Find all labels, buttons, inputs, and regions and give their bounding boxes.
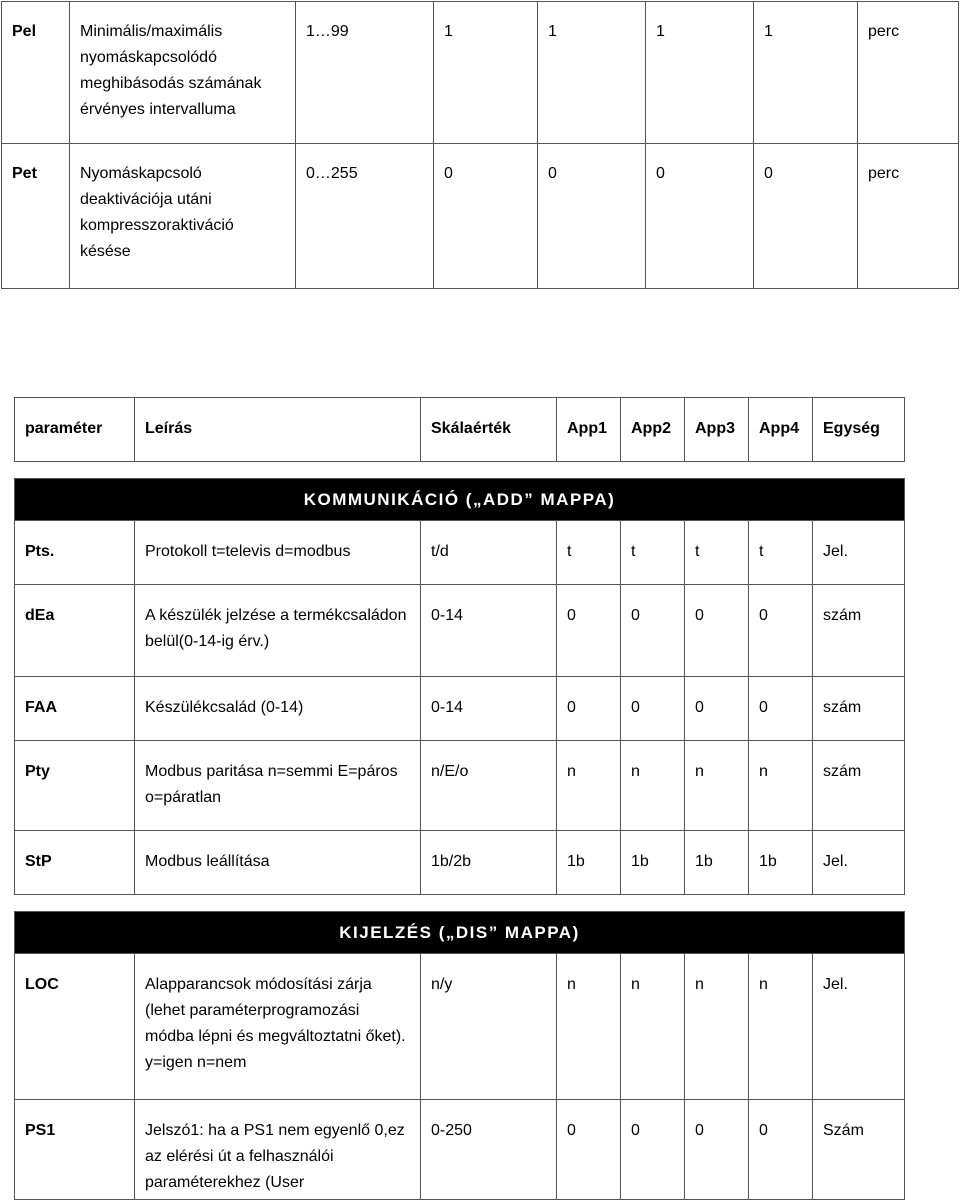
- section-title-dis: KIJELZÉS („DIS” MAPPA): [15, 912, 905, 954]
- param-app2: 1: [538, 2, 646, 144]
- param-range: 0-14: [421, 585, 557, 677]
- header-app1: App1: [557, 398, 621, 462]
- section-header-add: [15, 479, 905, 521]
- param-code: LOC: [15, 954, 135, 1100]
- param-range: 0…255: [296, 144, 434, 289]
- param-unit: perc: [858, 2, 959, 144]
- param-app1: 0: [434, 144, 538, 289]
- param-code: PS1: [15, 1100, 135, 1200]
- param-description: Alapparancsok módosítási zárja (lehet paraméterprogramozási módba lépni és megváltoztatni őket). y=igen n=nem: [135, 954, 421, 1100]
- section-header-dis: [15, 912, 905, 954]
- table-header-row: [15, 398, 905, 462]
- param-unit: szám: [813, 741, 905, 831]
- param-app4: 1: [754, 2, 858, 144]
- param-code: Pel: [2, 2, 70, 144]
- param-app4: t: [749, 521, 813, 585]
- param-app3: n: [685, 954, 749, 1100]
- param-description: Nyomáskapcsoló deaktivációja utáni kompresszoraktiváció késése: [70, 144, 296, 289]
- param-description: A készülék jelzése a termékcsaládon belül(0-14-ig érv.): [135, 585, 421, 677]
- param-app1: n: [557, 741, 621, 831]
- param-app4: 0: [749, 1100, 813, 1200]
- spacer-row: [15, 895, 905, 912]
- param-range: 1…99: [296, 2, 434, 144]
- param-app1: 0: [557, 1100, 621, 1200]
- param-unit: Jel.: [813, 521, 905, 585]
- table-row: [15, 677, 905, 741]
- header-unit: Egység: [813, 398, 905, 462]
- header-desc: Leírás: [135, 398, 421, 462]
- param-app2: t: [621, 521, 685, 585]
- param-app1: 1: [434, 2, 538, 144]
- param-app4: 0: [749, 677, 813, 741]
- param-app1: t: [557, 521, 621, 585]
- param-unit: Jel.: [813, 954, 905, 1100]
- param-code: dEa: [15, 585, 135, 677]
- section-title-add: KOMMUNIKÁCIÓ („ADD” MAPPA): [15, 479, 905, 521]
- param-app4: 0: [749, 585, 813, 677]
- parameter-table-bottom: [14, 397, 905, 1200]
- param-app2: 0: [621, 1100, 685, 1200]
- param-unit: Szám: [813, 1100, 905, 1200]
- param-code: Pet: [2, 144, 70, 289]
- param-app3: 0: [646, 144, 754, 289]
- header-param: paraméter: [15, 398, 135, 462]
- param-unit: perc: [858, 144, 959, 289]
- table-row: [15, 585, 905, 677]
- header-app3: App3: [685, 398, 749, 462]
- param-description: Protokoll t=televis d=modbus: [135, 521, 421, 585]
- table-row: [15, 831, 905, 895]
- param-app4: 1b: [749, 831, 813, 895]
- param-app1: 1b: [557, 831, 621, 895]
- param-app3: 0: [685, 585, 749, 677]
- param-description: Modbus leállítása: [135, 831, 421, 895]
- param-app2: 1b: [621, 831, 685, 895]
- table-row: [2, 144, 959, 289]
- table-row: [15, 741, 905, 831]
- param-app2: 0: [621, 585, 685, 677]
- param-app3: n: [685, 741, 749, 831]
- param-range: n/y: [421, 954, 557, 1100]
- param-app1: n: [557, 954, 621, 1100]
- param-code: Pts.: [15, 521, 135, 585]
- table-row: [2, 2, 959, 144]
- param-app4: n: [749, 741, 813, 831]
- param-unit: szám: [813, 677, 905, 741]
- param-description: Minimális/maximális nyomáskapcsolódó meghibásodás számának érvényes intervalluma: [70, 2, 296, 144]
- param-range: n/E/o: [421, 741, 557, 831]
- header-app2: App2: [621, 398, 685, 462]
- param-app3: t: [685, 521, 749, 585]
- parameter-table-top: [1, 1, 959, 289]
- param-description: Jelszó1: ha a PS1 nem egyenlő 0,ez az elérési út a felhasználói paraméterekhez (User: [135, 1100, 421, 1200]
- spacer-row: [15, 462, 905, 479]
- param-description: Készülékcsalád (0-14): [135, 677, 421, 741]
- param-app2: n: [621, 954, 685, 1100]
- header-app4: App4: [749, 398, 813, 462]
- param-app4: 0: [754, 144, 858, 289]
- param-app2: 0: [538, 144, 646, 289]
- param-app2: n: [621, 741, 685, 831]
- param-range: 0-250: [421, 1100, 557, 1200]
- param-app3: 0: [685, 1100, 749, 1200]
- param-code: FAA: [15, 677, 135, 741]
- param-range: 1b/2b: [421, 831, 557, 895]
- table-row: [15, 954, 905, 1100]
- param-unit: Jel.: [813, 831, 905, 895]
- table-row: [15, 521, 905, 585]
- param-code: Pty: [15, 741, 135, 831]
- param-app1: 0: [557, 585, 621, 677]
- param-app1: 0: [557, 677, 621, 741]
- param-range: t/d: [421, 521, 557, 585]
- param-unit: szám: [813, 585, 905, 677]
- param-app3: 1: [646, 2, 754, 144]
- param-description: Modbus paritása n=semmi E=páros o=páratlan: [135, 741, 421, 831]
- header-range: Skálaérték: [421, 398, 557, 462]
- param-range: 0-14: [421, 677, 557, 741]
- param-app4: n: [749, 954, 813, 1100]
- param-app2: 0: [621, 677, 685, 741]
- param-app3: 0: [685, 677, 749, 741]
- param-app3: 1b: [685, 831, 749, 895]
- table-row: [15, 1100, 905, 1200]
- param-code: StP: [15, 831, 135, 895]
